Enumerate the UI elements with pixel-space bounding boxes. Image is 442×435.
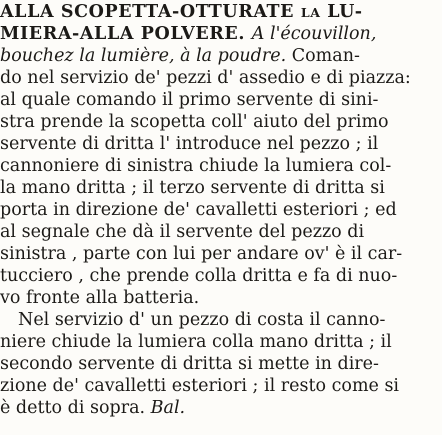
headword-line-2 — [0, 24, 376, 44]
entry-line-3 — [0, 46, 360, 66]
entry-line: do nel servizio de' pezzi d' assedio e di piazza: — [0, 68, 411, 88]
entry-line: vo fronte alla batteria. — [0, 288, 200, 308]
headword-la: LA — [300, 5, 321, 20]
headword-part-2: LU- — [320, 2, 363, 22]
french-equivalent-1: A l'écouvillon, — [251, 24, 377, 44]
headword-line-1 — [0, 2, 363, 23]
entry-line: tucciero , che prende colla dritta e fa di nuo- — [0, 266, 398, 286]
headword-continuation: MIERA-ALLA POLVERE. — [0, 24, 252, 44]
entry-line: al quale comando il primo servente di sini- — [0, 90, 379, 110]
entry-last-line — [0, 398, 185, 418]
paragraph-2-line: zione de' cavalletti esteriori ; il resto come si — [0, 376, 400, 396]
paragraph-2-line: Nel servizio d' un pezzo di costa il canno- — [18, 310, 386, 330]
entry-line: al segnale che dà il servente del pezzo di — [0, 222, 365, 242]
entry-line: cannoniere di sinistra chiude la lumiera col- — [0, 156, 392, 176]
source-abbreviation: Bal. — [150, 398, 186, 418]
french-equivalent-2: bouchez la lumière, à la poudre. — [0, 46, 287, 66]
entry-line: porta in direzione de' cavalletti esteriori ; ed — [0, 200, 397, 220]
paragraph-2-line: niere chiude la lumiera colla mano dritta ; il — [0, 332, 392, 352]
entry-text-start: Coman- — [286, 46, 360, 66]
entry-line: stra prende la scopetta coll' aiuto del primo — [0, 112, 389, 132]
entry-line: la mano dritta ; il terzo servente di dritta si — [0, 178, 385, 198]
paragraph-2-line: secondo servente di dritta si mette in dire- — [0, 354, 379, 374]
headword-part-1: ALLA SCOPETTA-OTTURATE — [0, 2, 301, 22]
entry-line: servente di dritta l' introduce nel pezzo ; il — [0, 134, 379, 154]
last-line-text: è detto di sopra. — [0, 398, 151, 418]
entry-line: sinistra , parte con lui per andare ov' è il car- — [0, 244, 403, 264]
